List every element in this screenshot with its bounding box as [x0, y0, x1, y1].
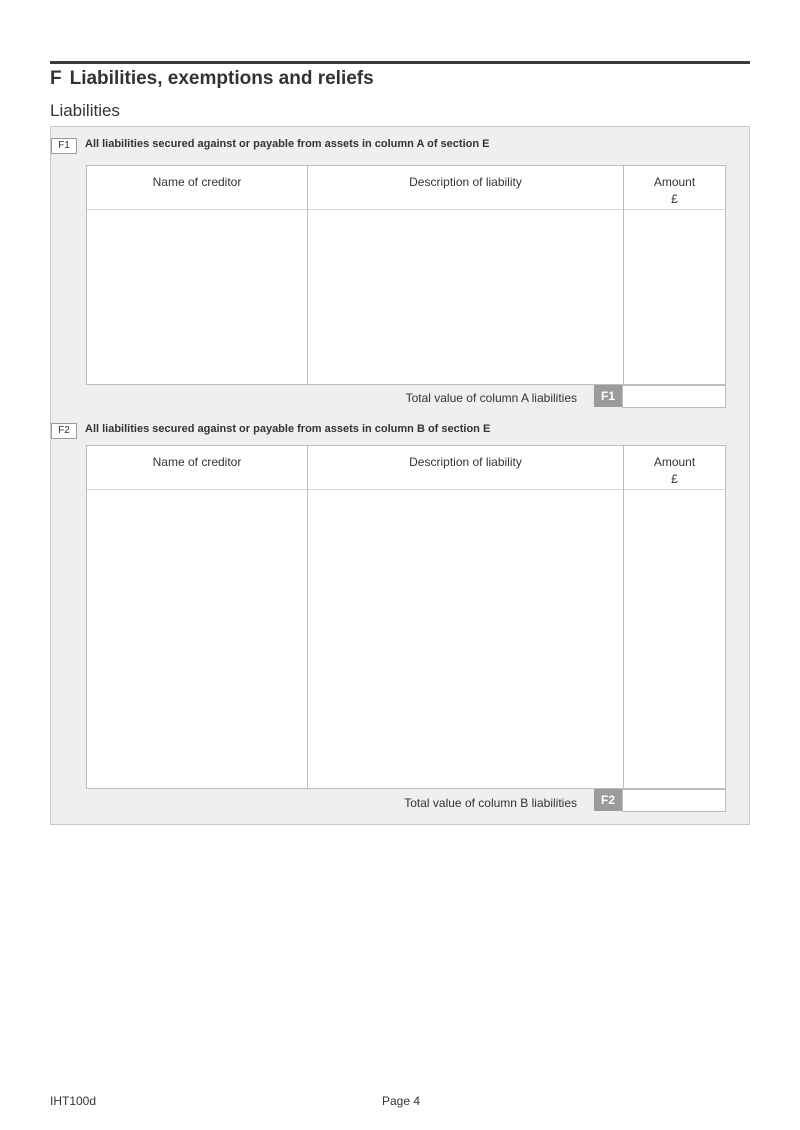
header-amount-unit: £: [671, 192, 678, 206]
question-text-f1: All liabilities secured against or payable from assets in column A of section E: [85, 138, 490, 150]
total-tag-f2: F2: [594, 789, 622, 811]
column-description-of-liability[interactable]: [308, 166, 624, 384]
question-box-label-f1: F1: [51, 138, 77, 154]
total-tag-f1: F1: [594, 385, 622, 407]
liabilities-panel: [50, 126, 750, 825]
total-value-field-f1[interactable]: [622, 385, 726, 408]
header-description-of-liability: Description of liability: [409, 175, 522, 189]
section-letter: F: [50, 68, 62, 89]
top-rule: [50, 61, 750, 64]
total-label-f2: Total value of column B liabilities: [404, 796, 577, 810]
column-name-of-creditor[interactable]: [87, 446, 308, 788]
header-amount: Amount: [653, 455, 696, 469]
total-value-field-f2[interactable]: [622, 789, 726, 812]
column-description-of-liability[interactable]: [308, 446, 624, 788]
header-name-of-creditor: Name of creditor: [152, 455, 242, 469]
question-box-label-f2: F2: [51, 423, 77, 439]
header-amount-unit: £: [671, 472, 678, 486]
section-title: [50, 68, 374, 90]
header-description-of-liability: Description of liability: [409, 455, 522, 469]
question-text-f2: All liabilities secured against or payable from assets in column B of section E: [85, 423, 491, 435]
header-amount: Amount: [653, 175, 696, 189]
column-name-of-creditor[interactable]: [87, 166, 308, 384]
subheading: Liabilities: [50, 101, 120, 120]
section-title-text: Liabilities, exemptions and reliefs: [69, 68, 374, 89]
total-label-f1: Total value of column A liabilities: [405, 391, 577, 405]
page-number: Page 4: [382, 1094, 421, 1108]
liabilities-table-f2: [86, 445, 726, 789]
column-amount[interactable]: [624, 446, 725, 788]
form-code: IHT100d: [50, 1094, 97, 1108]
liabilities-table-f1: [86, 165, 726, 385]
header-name-of-creditor: Name of creditor: [152, 175, 242, 189]
